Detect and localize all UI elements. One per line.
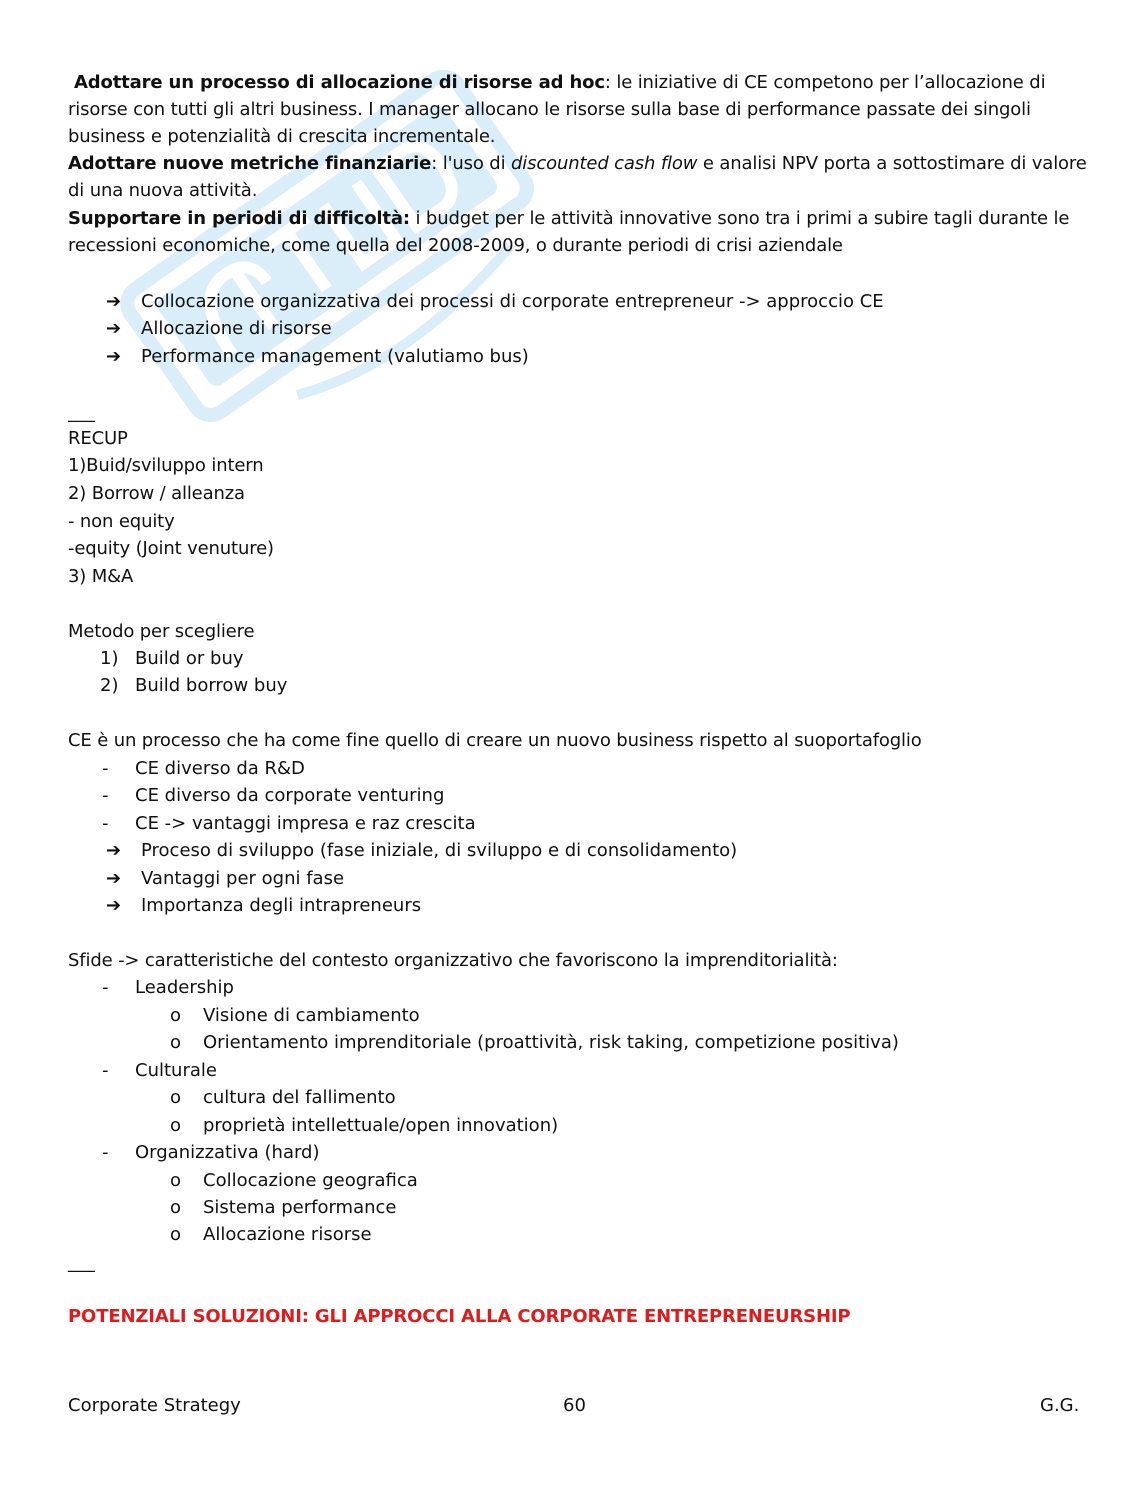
list-number: 1) xyxy=(100,648,119,669)
para-2-bold: Adottare nuove metriche finanziarie xyxy=(68,153,432,174)
para-2-line-1 xyxy=(68,151,1087,177)
dash-bullet: - xyxy=(102,758,109,779)
para-1-bold: Adottare un processo di allocazione di risorse ad hoc xyxy=(74,72,605,93)
section-heading: POTENZIALI SOLUZIONI: GLI APPROCCI ALLA CORPORATE ENTREPRENEURSHIP xyxy=(68,1306,851,1327)
ce-dash-2: CE diverso da corporate venturing xyxy=(135,785,445,806)
arrow-item-1: Collocazione organizzativa dei processi di corporate entrepreneur -> approccio CE xyxy=(141,291,884,312)
dash-bullet: - xyxy=(102,977,109,998)
para-3-bold: Supportare in periodi di difficoltà: xyxy=(68,208,410,229)
para-2-italic: discounted cash flow xyxy=(511,153,698,174)
page-number: 60 xyxy=(563,1395,586,1416)
arrow-item-3: Performance management (valutiamo bus) xyxy=(141,346,529,367)
sfide-group-leadership: Leadership xyxy=(135,977,234,998)
ce-arrow-2: Vantaggi per ogni fase xyxy=(141,868,345,889)
arrow-right-icon: ➔ xyxy=(106,895,122,916)
para-1-rest: : le iniziative di CE competono per l’allocazione di xyxy=(604,72,1046,93)
recup-line-5: 3) M&A xyxy=(68,566,134,587)
recup-line-3: - non equity xyxy=(68,511,175,532)
separator: ___ xyxy=(68,1252,95,1273)
arrow-right-icon: ➔ xyxy=(106,346,122,367)
circle-bullet: o xyxy=(170,1115,182,1136)
dash-bullet: - xyxy=(102,813,109,834)
ce-dash-1: CE diverso da R&D xyxy=(135,758,305,779)
metodo-item-2: Build borrow buy xyxy=(135,675,288,696)
sfide-sub-item: Sistema performance xyxy=(203,1197,397,1218)
para-1-line-2: risorse con tutti gli altri business. I manager allocano le risorse sulla base di performance passate dei singoli xyxy=(68,99,1031,120)
para-2-line-2: di una nuova attività. xyxy=(68,180,258,201)
para-1-line-1 xyxy=(74,70,1045,96)
footer-right: G.G. xyxy=(1040,1395,1080,1416)
circle-bullet: o xyxy=(170,1032,182,1053)
circle-bullet: o xyxy=(170,1005,182,1026)
recup-title: RECUP xyxy=(68,428,128,449)
recup-line-4: -equity (Joint venuture) xyxy=(68,538,274,559)
separator: ___ xyxy=(68,402,95,423)
arrow-right-icon: ➔ xyxy=(106,840,122,861)
ce-dash-3: CE -> vantaggi impresa e raz crescita xyxy=(135,813,476,834)
list-number: 2) xyxy=(100,675,119,696)
recup-line-1: 1)Buid/sviluppo intern xyxy=(68,455,264,476)
para-3-line-1 xyxy=(68,206,1069,232)
dash-bullet: - xyxy=(102,785,109,806)
sfide-sub-item: proprietà intellettuale/open innovation) xyxy=(203,1115,559,1136)
metodo-item-1: Build or buy xyxy=(135,648,244,669)
ce-arrow-3: Importanza degli intrapreneurs xyxy=(141,895,422,916)
arrow-item-2: Allocazione di risorse xyxy=(141,318,332,339)
arrow-right-icon: ➔ xyxy=(106,318,122,339)
sfide-sub-item: Allocazione risorse xyxy=(203,1224,372,1245)
footer-left: Corporate Strategy xyxy=(68,1395,241,1416)
ce-intro: CE è un processo che ha come fine quello di creare un nuovo business rispetto al suoportafoglio xyxy=(68,730,922,751)
sfide-intro: Sfide -> caratteristiche del contesto organizzativo che favoriscono la imprenditorialità: xyxy=(68,950,838,971)
para-3-line-2: recessioni economiche, come quella del 2008-2009, o durante periodi di crisi aziendale xyxy=(68,235,843,256)
ce-arrow-1: Proceso di sviluppo (fase iniziale, di sviluppo e di consolidamento) xyxy=(141,840,738,861)
sfide-sub-item: cultura del fallimento xyxy=(203,1087,396,1108)
para-3-rest: i budget per le attività innovative sono tra i primi a subire tagli durante le xyxy=(409,208,1070,229)
circle-bullet: o xyxy=(170,1170,182,1191)
sfide-sub-item: Visione di cambiamento xyxy=(203,1005,420,1026)
para-2-a: : l'uso di xyxy=(431,153,512,174)
dash-bullet: - xyxy=(102,1142,109,1163)
sfide-group-culturale: Culturale xyxy=(135,1060,217,1081)
sfide-group-organizzativa: Organizzativa (hard) xyxy=(135,1142,320,1163)
circle-bullet: o xyxy=(170,1224,182,1245)
recup-line-2: 2) Borrow / alleanza xyxy=(68,483,245,504)
sfide-sub-item: Collocazione geografica xyxy=(203,1170,418,1191)
sfide-sub-item: Orientamento imprenditoriale (proattività, risk taking, competizione positiva) xyxy=(203,1032,899,1053)
dash-bullet: - xyxy=(102,1060,109,1081)
circle-bullet: o xyxy=(170,1087,182,1108)
para-2-b: e analisi NPV porta a sottostimare di valore xyxy=(697,153,1087,174)
arrow-right-icon: ➔ xyxy=(106,868,122,889)
circle-bullet: o xyxy=(170,1197,182,1218)
metodo-title: Metodo per scegliere xyxy=(68,621,255,642)
arrow-right-icon: ➔ xyxy=(106,291,122,312)
para-1-line-3: business e potenzialità di crescita incrementale. xyxy=(68,126,496,147)
